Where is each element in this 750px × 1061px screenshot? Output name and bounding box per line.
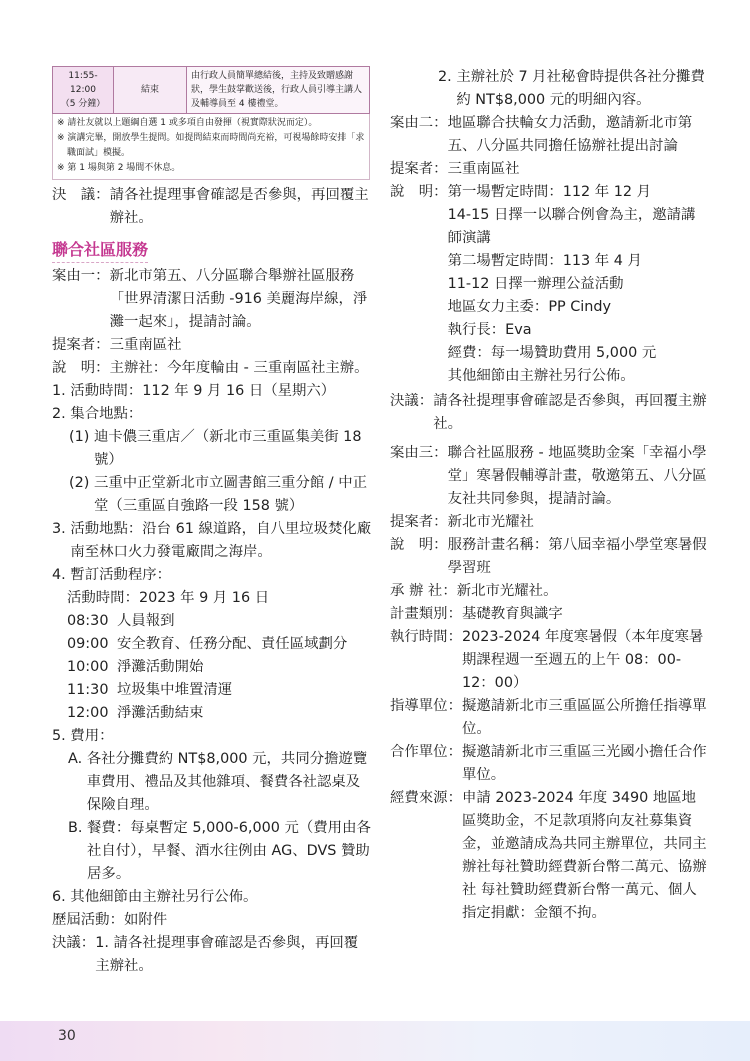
explain-lines [448, 181, 708, 388]
case-text: 地區聯合扶輪女力活動，邀請新北市第五、八分區共同擔任協辦社提出討論 [447, 115, 693, 154]
table-note: ※ 請社友就以上題綱自選 1 或多項自由發揮（視實際狀況而定）。 [57, 118, 318, 128]
schedule-desc-cell: 由行政人員簡單總結後，主持及致贈感謝狀，學生鼓掌歡送後，行政人員引導主講人及輔導員至 4 樓禮堂。 [187, 67, 370, 114]
category-label: 計畫類別： [390, 606, 462, 622]
case-3 [390, 442, 708, 511]
schedule-entry-time: 12:00 [67, 705, 109, 721]
list-subitem [52, 817, 372, 886]
schedule-entry-text: 淨灘活動開始 [117, 659, 204, 675]
schedule-table [52, 66, 370, 114]
resolution-label: 決議： [390, 393, 434, 409]
table-note: ※ 演講完畢，開放學生提問。如提問結束而時間尚充裕，可視場餘時安排「求職面試」模擬。 [57, 133, 365, 158]
explain-label: 說 明： [52, 360, 110, 376]
list-item: 1. 活動時間：112 年 9 月 16 日（星期六） [52, 383, 336, 399]
resolution-label: 決議： [52, 935, 96, 951]
proposer-label: 提案者： [390, 514, 448, 530]
item-text: 活動地點：沿台 61 線道路，自八里垃圾焚化廠南至林口火力發電廠間之海岸。 [70, 521, 372, 560]
proposer-text: 新北市光耀社 [447, 514, 534, 530]
history-line: 歷屆活動：如附件 [52, 912, 168, 928]
funding-source [390, 787, 708, 925]
explain-text: 服務計畫名稱：第八屆幸福小學堂寒暑假學習班 [447, 537, 707, 576]
list-item: 5. 費用： [52, 728, 114, 744]
list-item [52, 518, 372, 564]
proposer-3 [390, 511, 708, 534]
resolution-text: 請各社提理事會確認是否參與，再回覆主辦社。 [433, 393, 707, 432]
proposer-2 [390, 158, 708, 181]
explain-line: 14-15 日擇一以聯合例會為主，邀請講師演講 [447, 207, 696, 246]
subitem-label: (2) [69, 475, 94, 491]
case-label: 案由一： [52, 268, 110, 284]
list-item: 4. 暫訂活動程序： [52, 567, 172, 583]
schedule-entry-time: 08:30 [67, 613, 109, 629]
plan-category [390, 603, 708, 626]
exec-time-label: 執行時間： [390, 629, 462, 645]
schedule-entry-time: 11:30 [67, 682, 109, 698]
right-column [390, 66, 708, 925]
proposer-label: 提案者： [390, 161, 448, 177]
case-text: 聯合社區服務 - 地區獎助金案「幸福小學堂」寒暑假輔導計畫，敬邀第五、八分區友社共同參與，提請討論。 [447, 445, 707, 507]
explain-3 [390, 534, 708, 580]
table-note: ※ 第 1 場與第 2 場間不休息。 [57, 163, 181, 173]
organizer-text: 新北市光耀社。 [456, 583, 558, 599]
explain-line: 執行長：Eva [447, 322, 532, 338]
proposer-1 [52, 334, 372, 357]
schedule-entry-text: 淨灘活動結束 [117, 705, 204, 721]
schedule-entry-text: 安全教育、任務分配、責任區域劃分 [117, 636, 348, 652]
schedule-entry-time: 09:00 [67, 636, 109, 652]
schedule-date: 活動時間：2023 年 9 月 16 日 [67, 590, 270, 606]
proposer-text: 三重南區社 [447, 161, 520, 177]
subitem-label: B. [68, 820, 88, 836]
subitem-text: 餐費：每桌暫定 5,000-6,000 元（費用由各社自付），早餐、酒水往例由 AG、DVS 贊助居多。 [87, 820, 371, 882]
list-item: 6. 其他細節由主辦社另行公佈。 [52, 889, 258, 905]
section-title: 聯合社區服務 [52, 238, 148, 263]
resolution-text: 請各社提理事會確認是否參與，再回覆主辦社。 [109, 187, 369, 226]
schedule-entry-text: 垃圾集中堆置清運 [117, 682, 233, 698]
explain-line: 經費：每一場贊助費用 5,000 元 [447, 345, 657, 361]
schedule-time: 11:55-12:00 [68, 71, 98, 95]
schedule-entry [67, 679, 372, 702]
schedule-entry-time: 10:00 [67, 659, 109, 675]
subitem-label: A. [68, 751, 87, 767]
left-column [52, 66, 372, 978]
organizer [390, 580, 708, 603]
guide-text: 擬邀請新北市三重區區公所擔任指導單位。 [461, 698, 707, 737]
list-subitem [52, 426, 372, 472]
explain-line: 其他細節由主辦社另行公佈。 [447, 368, 635, 384]
item-label: 2. [438, 69, 457, 85]
case-label: 案由二： [390, 115, 448, 131]
schedule-entry [67, 610, 372, 633]
item-label: 3. [52, 521, 71, 537]
proposer-label: 提案者： [52, 337, 110, 353]
funding-text: 申請 2023-2024 年度 3490 地區地區獎助金，不足款項將向友社募集資金，並邀請成為共同主辦單位，共同主辦社每社贊助經費新台幣二萬元、協辦社 每社贊助經費新台幣一萬元、個人指定捐獻：金額不拘。 [461, 790, 707, 921]
resolution-label: 決 議： [52, 187, 110, 203]
list-item [390, 66, 708, 112]
partner-unit [390, 741, 708, 787]
exec-time-text: 2023-2024 年度寒暑假（本年度寒暑期課程週一至週五的上午 08：00-12：00） [461, 629, 704, 691]
resolution-1 [52, 184, 372, 230]
resolution-2 [52, 932, 372, 978]
page-number: 30 [58, 1028, 76, 1044]
list-item: 2. 集合地點： [52, 406, 143, 422]
schedule-entry [67, 702, 372, 725]
schedule-entry [67, 633, 372, 656]
explain-line: 第二場暫定時間：113 年 4 月 [447, 253, 642, 269]
explain-line: 第一場暫定時間：112 年 12 月 [447, 184, 651, 200]
funding-label: 經費來源： [390, 790, 462, 806]
item-text: 主辦社於 7 月社秘會時提供各社分攤費約 NT$8,000 元的明細內容。 [456, 69, 705, 108]
table-notes [52, 114, 370, 180]
partner-label: 合作單位： [390, 744, 462, 760]
explain-label: 說 明： [390, 184, 448, 200]
subitem-label: (1) [69, 429, 94, 445]
list-subitem [52, 472, 372, 518]
explain-label: 說 明： [390, 537, 448, 553]
table-row [53, 67, 370, 114]
case-label: 案由三： [390, 445, 448, 461]
schedule-entry-text: 人員報到 [117, 613, 175, 629]
partner-text: 擬邀請新北市三重區三光國小擔任合作單位。 [461, 744, 707, 783]
explain-line: 地區女力主委：PP Cindy [447, 299, 612, 315]
schedule-duration: （5 分鐘） [60, 99, 106, 109]
subitem-text: 三重中正堂新北市立圖書館三重分館 / 中正堂（三重區自強路一段 158 號） [93, 475, 367, 514]
guide-label: 指導單位： [390, 698, 462, 714]
category-text: 基礎教育與識字 [461, 606, 563, 622]
guide-unit [390, 695, 708, 741]
explain-text: 主辦社：今年度輪由 - 三重南區社主辦。 [109, 360, 369, 376]
resolution-text: 1. 請各社提理事會確認是否參與，再回覆主辦社。 [95, 935, 359, 974]
subitem-text: 迪卡儂三重店／（新北市三重區集美街 18 號） [93, 429, 362, 468]
schedule-list [52, 610, 372, 725]
schedule-item-cell: 結束 [114, 67, 187, 114]
organizer-label: 承 辦 社： [390, 583, 457, 599]
explain-2 [390, 181, 708, 388]
list-subitem [52, 748, 372, 817]
case-2 [390, 112, 708, 158]
schedule-time-cell [53, 67, 114, 114]
resolution-3 [390, 390, 708, 436]
proposer-text: 三重南區社 [109, 337, 182, 353]
explain-1 [52, 357, 372, 380]
case-1 [52, 265, 372, 334]
schedule-entry [67, 656, 372, 679]
subitem-text: 各社分攤費約 NT$8,000 元，共同分擔遊覽車費用、禮品及其他雜項、餐費各社認桌及保險自理。 [86, 751, 368, 813]
case-text: 新北市第五、八分區聯合舉辦社區服務「世界清潔日活動 -916 美麗海岸線，淨灘一起來」，提請討論。 [109, 268, 368, 330]
footer-band [0, 1021, 750, 1061]
explain-line: 11-12 日擇一辦理公益活動 [447, 276, 624, 292]
execution-time [390, 626, 708, 695]
